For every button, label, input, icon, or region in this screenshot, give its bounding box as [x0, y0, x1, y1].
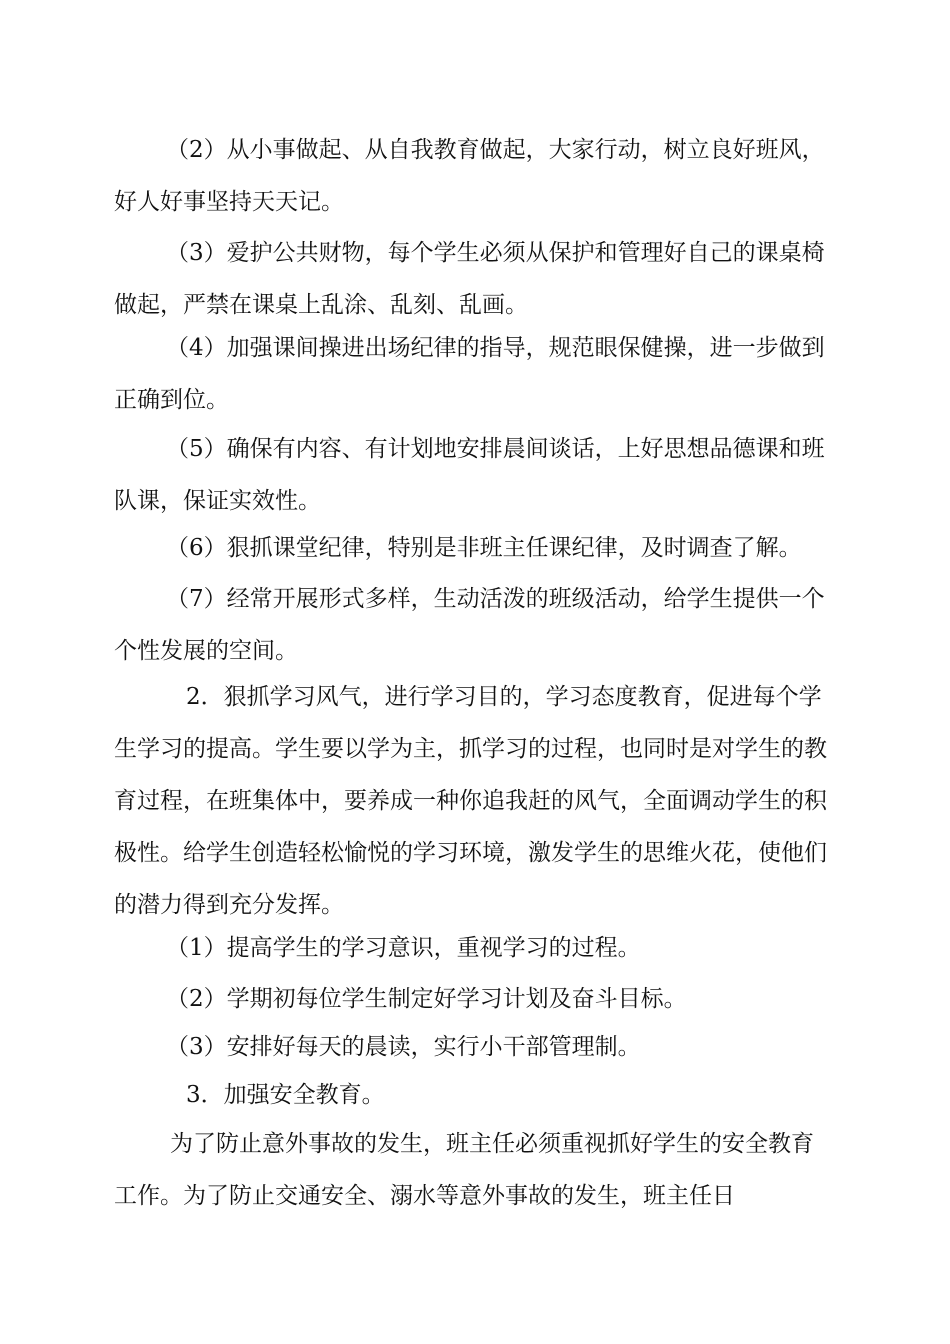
paragraph-11: 3．加强安全教育。	[186, 1082, 385, 1108]
paragraph-4: （5）确保有内容、有计划地安排晨间谈话，上好思想品德课和班队课，保证实效性。	[114, 436, 825, 514]
paragraph-10: （3）安排好每天的晨读，实行小干部管理制。	[166, 1034, 641, 1060]
paragraph-8: （1）提高学生的学习意识，重视学习的过程。	[166, 935, 641, 961]
paragraph-7: 2．狠抓学习风气，进行学习目的，学习态度教育，促进每个学生学习的提高。学生要以学为主，抓学习的过程，也同时是对学生的教育过程，在班集体中，要养成一种你追我赶的风气，全面调动学生的积极性。给学生创造轻松愉悦的学习环境，激发学生的思维火花，使他们的潜力得到充分发挥。	[114, 684, 827, 918]
paragraph-9: （2）学期初每位学生制定好学习计划及奋斗目标。	[166, 986, 687, 1012]
paragraph-2: （3）爱护公共财物，每个学生必须从保护和管理好自己的课桌椅做起，严禁在课桌上乱涂、乱刻、乱画。	[114, 240, 825, 318]
paragraph-3: （4）加强课间操进出场纪律的指导，规范眼保健操，进一步做到正确到位。	[114, 335, 825, 413]
paragraph-5: （6）狠抓课堂纪律，特别是非班主任课纪律，及时调查了解。	[166, 535, 802, 561]
paragraph-6: （7）经常开展形式多样，生动活泼的班级活动，给学生提供一个个性发展的空间。	[114, 586, 825, 664]
paragraph-12: 为了防止意外事故的发生，班主任必须重视抓好学生的安全教育工作。为了防止交通安全、溺水等意外事故的发生，班主任日	[114, 1131, 814, 1209]
paragraph-1: （2）从小事做起、从自我教育做起，大家行动，树立良好班风，好人好事坚持天天记。	[114, 137, 825, 215]
